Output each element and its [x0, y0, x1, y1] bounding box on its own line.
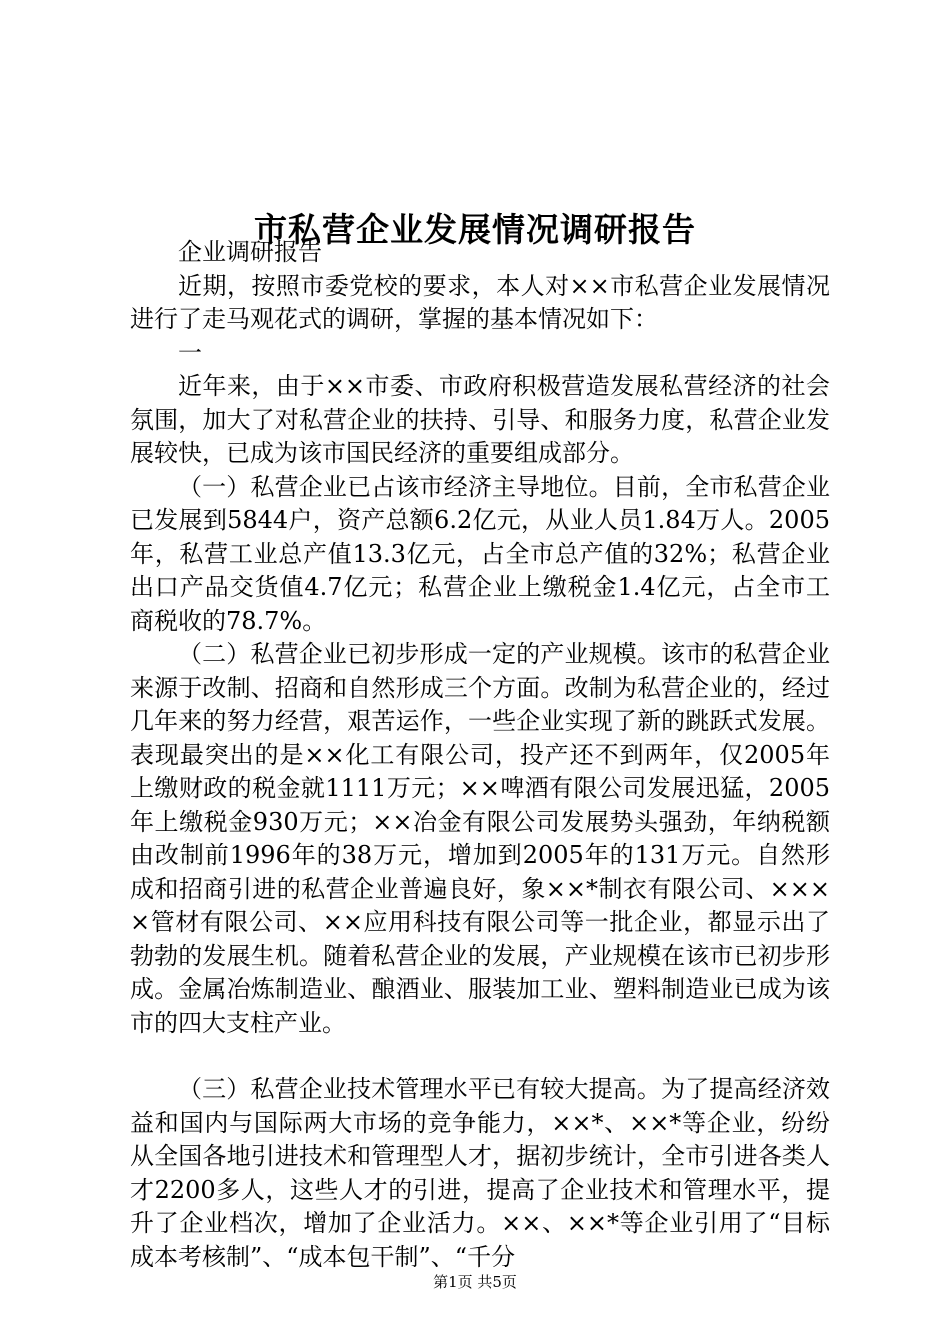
section-number: 一 — [178, 338, 202, 367]
document-title: 市私营企业发展情况调研报告 — [254, 210, 696, 250]
page-footer: 第1页 共5页 — [433, 1273, 517, 1291]
paragraph-intro: 近期，按照市委党校的要求，本人对××市私营企业发展情况进行了走马观花式的调研，掌握的基本情况如下： — [130, 271, 830, 333]
document-body — [130, 236, 830, 1274]
paragraph-point-1: （一）私营企业已占该市经济主导地位。目前，全市私营企业已发展到5844户，资产总额6.2亿元，从业人员1.84万人。2005年，私营工业总产值13.3亿元，占全市总产值的32%；私营企业出口产品交货值4.7亿元；私营企业上缴税金1.4亿元，占全市工商税收的78.7%。 — [130, 472, 830, 635]
paragraph-point-2: （二）私营企业已初步形成一定的产业规模。该市的私营企业来源于改制、招商和自然形成三个方面。改制为私营企业的，经过几年来的努力经营，艰苦运作，一些企业实现了新的跳跃式发展。表现最突出的是××化工有限公司，投产还不到两年，仅2005年上缴财政的税金就1111万元；××啤酒有限公司发展迅猛，2005年上缴税金930万元；××冶金有限公司发展势头强劲，年纳税额由改制前1996年的38万元，增加到2005年的131万元。自然形成和招商引进的私营企业普遍良好，象××*制衣有限公司、××××管材有限公司、××应用科技有限公司等一批企业，都显示出了勃勃的发展生机。随着私营企业的发展，产业规模在该市已初步形成。金属冶炼制造业、酿酒业、服装加工业、塑料制造业已成为该市的四大支柱产业。 — [130, 640, 830, 1037]
paragraph-overview: 近年来，由于××市委、市政府积极营造发展私营经济的社会氛围，加大了对私营企业的扶持、引导、和服务力度，私营企业发展较快，已成为该市国民经济的重要组成部分。 — [130, 372, 830, 467]
paragraph-point-3: （三）私营企业技术管理水平已有较大提高。为了提高经济效益和国内与国际两大市场的竞争能力，××*、××*等企业，纷纷从全国各地引进技术和管理型人才，据初步统计，全市引进各类人才2200多人，这些人才的引进，提高了企业技术和管理水平，提升了企业档次，增加了企业活力。××、××*等企业引用了“目标成本考核制”、“成本包干制”、“千分 — [130, 1075, 830, 1271]
paragraph-subtitle: 企业调研报告 — [178, 238, 322, 266]
